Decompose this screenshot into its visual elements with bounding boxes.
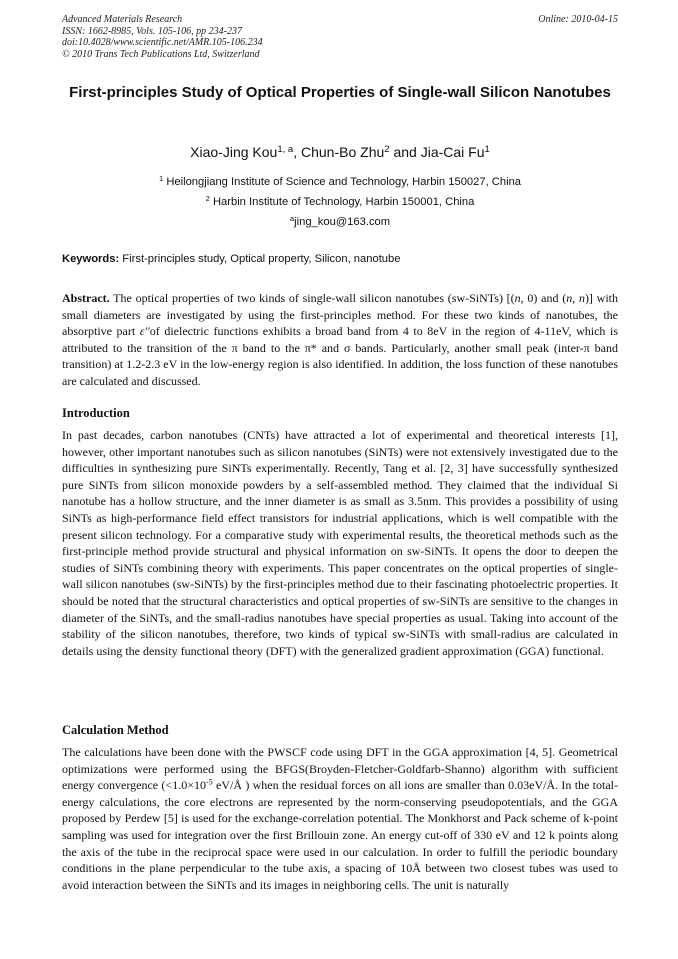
author-affiliation-mark: 1, a [277, 143, 294, 155]
calculation-text: eV/Å ) when the residual forces on all ions are smaller than 0.03eV/Å. In the total-energy calculations, the core electrons are represented by the norm-conserving pseudopotentials, and the GGA proposed by Perdew [5] is used for the exchange-correlation potential. The Monkhorst and Pack scheme of k-point sampling was used for integration over the first Brillouin zone. An energy cut-off of 330 eV and 12 k points along the axis of the tube in the reciprocal space were used in our calculation. In order to fulfill the periodic boundary conditions in the plane perpendicular to the tube axis, a spacing of 10Å between two closest tubes was used to avoid interaction between the SiNTs and its images in neighboring cells. The unit is naturally [62, 778, 619, 892]
affiliation-text: Heilongjiang Institute of Science and Technology, Harbin 150027, China [166, 176, 522, 188]
calculation-paragraph [62, 744, 618, 893]
abstract-text: , [572, 291, 579, 305]
abstract-var: n [566, 291, 573, 305]
affiliation-mark: 1 [158, 173, 164, 183]
affiliation-email [62, 215, 618, 229]
keywords-text: First-principles study, Optical property, Silicon, nanotube [119, 253, 401, 265]
exponent: -5 [205, 777, 213, 787]
author-separator: , [293, 144, 301, 160]
journal-name: Advanced Materials Research [62, 14, 183, 25]
section-heading-calculation: Calculation Method [62, 723, 169, 737]
abstract-var: n [578, 291, 585, 305]
author-name: Chun-Bo Zhu [301, 144, 385, 160]
abstract-text: The optical properties of two kinds of single-wall silicon nanotubes (sw-SiNTs) [( [109, 291, 515, 305]
section-heading-introduction: Introduction [62, 406, 130, 420]
journal-doi: doi:10.4028/www.scientific.net/AMR.105-106.234 [62, 37, 263, 48]
affiliation-line [62, 195, 618, 209]
abstract [62, 290, 618, 390]
keywords [62, 252, 618, 266]
author-name: Xiao-Jing Kou [190, 144, 278, 160]
epsilon-symbol: ε′′ [139, 324, 150, 339]
author-name: Jia-Cai Fu [420, 144, 485, 160]
journal-issn: ISSN: 1662-8985, Vols. 105-106, pp 234-237 [62, 25, 242, 37]
abstract-text: of dielectric functions exhibits a broad band from 4 to 8eV in the region of 4-11eV, which is attributed to the transition of the π band to the π* and σ bands. Particularly, another small peak (inter-π band transition) at 1.2-2.3 eV in the low-energy region is also identified. In addition, the loss function of these nanotubes are calculated and discussed. [62, 324, 618, 388]
online-date: Online: 2010-04-15 [538, 14, 618, 25]
affiliation-line [62, 175, 618, 189]
author-list [62, 143, 618, 161]
affiliation-text: Harbin Institute of Technology, Harbin 150001, China [212, 196, 475, 208]
paper-title: First-principles Study of Optical Properties of Single-wall Silicon Nanotubes [69, 84, 611, 101]
affiliation-mark: 2 [205, 193, 210, 203]
abstract-text: , 0) and ( [520, 291, 567, 305]
abstract-var: n [514, 291, 521, 305]
keywords-label: Keywords: [62, 253, 120, 265]
abstract-label: Abstract. [62, 291, 110, 305]
journal-header [62, 14, 618, 60]
author-affiliation-mark: 1 [484, 143, 490, 155]
author-affiliation-mark: 2 [384, 143, 390, 155]
abstract-text: )] with small diameters are investigated by using the first-principles method. For these two kinds of nanotubes, the absorptive part [62, 291, 618, 339]
email-text: jing_kou@163.com [294, 216, 391, 228]
calculation-text: The calculations have been done with the PWSCF code using DFT in the GGA approximation [4, 5]. Geometrical optimizations were performed using the BFGS(Broyden-Fletcher-Goldfarb-Shanno) algorithm with sufficient energy convergence (<1.0×10 [62, 745, 618, 793]
introduction-paragraph: In past decades, carbon nanotubes (CNTs) have attracted a lot of experimental and theoretical interests [1], however, other important nanotubes such as silicon nanotubes (SiNTs) were not extensively investigated due to the difficulties in synthesizing pure SiNTs experimentally. Recently, Tang et al. [2, 3] have successfully synthesized pure SiNTs from silicon monoxide powders by a self-assembled method. They claimed that the individual Si nanotube has a hollow structure, and the inner diameter is as small as 3.5nm. This provides a possibility of using SiNTs as high-performance field effect transistors for industrial applications, which is well compatible with the present silicon technology. For a comparative study with experimental results, the theoretical methods such as the first-principle method provide structural and physical information on sw-SiNTs. It opens the door to deepen the studies of SiNTs combining theory with experiments. This paper concentrates on the optical properties of single-wall silicon nanotubes (sw-SiNTs) by the first-principles method due to their fascinating photoelectric properties. It should be noted that the structural characteristics and optical properties of sw-SiNTs are sensitive to the changes in diameter of the SiNTs, and the small-radius nanotubes have special properties as usual. Taking into account of the stability of the silicon nanotubes, therefore, two kinds of typical sw-SiNTs with small-radius are calculated in details using the density functional theory (DFT) with the generalized gradient approximation (GGA) functional. [62, 428, 618, 658]
journal-copyright: © 2010 Trans Tech Publications Ltd, Switzerland [62, 48, 260, 60]
author-separator: and [389, 144, 421, 160]
affiliation-mark: a [289, 213, 295, 223]
